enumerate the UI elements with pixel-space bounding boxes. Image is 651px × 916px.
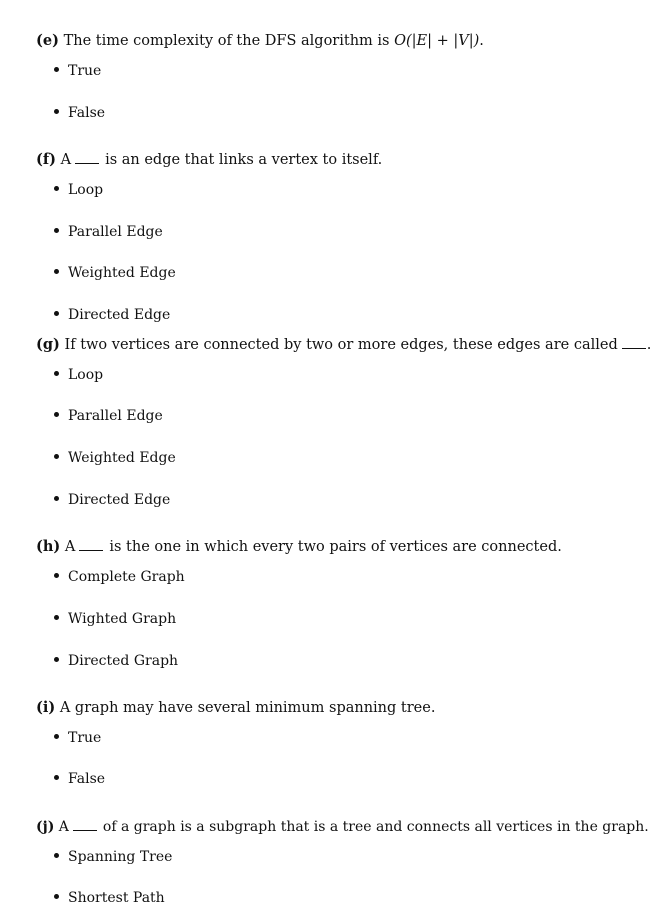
option-label: Complete Graph [68, 569, 185, 585]
question-label: (h) [36, 538, 61, 555]
option-label: False [68, 105, 106, 121]
option-label: Loop [68, 182, 104, 198]
question-text: A graph may have several minimum spanning tree. [59, 700, 436, 716]
option-label: True [68, 730, 102, 746]
question-text-end: . [479, 33, 484, 49]
question-e [36, 32, 484, 50]
option-item [54, 491, 170, 509]
option-label: False [68, 771, 106, 787]
bullet-icon [54, 109, 59, 114]
bullet-icon [54, 615, 59, 620]
question-text-end: is an edge that links a vertex to itself. [105, 152, 383, 168]
option-label: Loop [68, 367, 104, 383]
question-text: A [60, 152, 72, 168]
question-f [36, 151, 382, 169]
question-j [36, 818, 649, 836]
question-text-end: of a graph is a subgraph that is a tree and connects all vertices in the graph. [102, 819, 649, 835]
math-expression: O(|E| + |V|) [394, 33, 480, 49]
bullet-icon [54, 734, 59, 739]
option-item [54, 848, 172, 866]
option-item [54, 306, 170, 324]
option-item [54, 407, 163, 425]
option-label: Parallel Edge [68, 408, 163, 424]
bullet-icon [54, 67, 59, 72]
question-label: (j) [36, 819, 55, 835]
option-label: Parallel Edge [68, 224, 163, 240]
question-i [36, 699, 435, 717]
bullet-icon [54, 894, 59, 899]
option-label: Spanning Tree [68, 849, 173, 865]
bullet-icon [54, 657, 59, 662]
answer-blank [622, 338, 646, 349]
option-item [54, 449, 176, 467]
bullet-icon [54, 269, 59, 274]
question-g [36, 336, 651, 354]
option-item [54, 181, 103, 199]
question-text: If two vertices are connected by two or more edges, these edges are called [64, 337, 618, 353]
question-label: (g) [36, 336, 60, 353]
option-item [54, 729, 101, 747]
option-item [54, 770, 105, 788]
option-item [54, 104, 105, 122]
question-label: (e) [36, 32, 59, 49]
answer-blank [79, 540, 103, 551]
option-item [54, 366, 103, 384]
option-label: Wighted Graph [68, 611, 177, 627]
bullet-icon [54, 186, 59, 191]
option-label: Directed Edge [68, 492, 171, 508]
answer-blank [73, 820, 97, 831]
option-item [54, 652, 178, 670]
bullet-icon [54, 311, 59, 316]
bullet-icon [54, 412, 59, 417]
bullet-icon [54, 573, 59, 578]
question-label: (f) [36, 151, 56, 168]
question-text-end: is the one in which every two pairs of vertices are connected. [109, 539, 562, 555]
question-text-end: . [646, 337, 651, 353]
question-text: A [58, 819, 69, 835]
option-item [54, 889, 165, 907]
option-label: Directed Graph [68, 653, 179, 669]
bullet-icon [54, 775, 59, 780]
option-label: Directed Edge [68, 307, 171, 323]
option-label: True [68, 63, 102, 79]
answer-blank [75, 153, 99, 164]
question-text: A [64, 539, 76, 555]
bullet-icon [54, 496, 59, 501]
bullet-icon [54, 454, 59, 459]
option-label: Weighted Edge [68, 265, 176, 281]
question-label: (i) [36, 699, 56, 716]
option-item [54, 62, 101, 80]
bullet-icon [54, 853, 59, 858]
question-text: The time complexity of the DFS algorithm is [63, 33, 395, 49]
option-item [54, 610, 176, 628]
option-item [54, 568, 185, 586]
question-h [36, 538, 562, 556]
option-item [54, 223, 163, 241]
option-item [54, 264, 176, 282]
bullet-icon [54, 371, 59, 376]
bullet-icon [54, 228, 59, 233]
option-label: Weighted Edge [68, 450, 176, 466]
option-label: Shortest Path [68, 890, 165, 906]
